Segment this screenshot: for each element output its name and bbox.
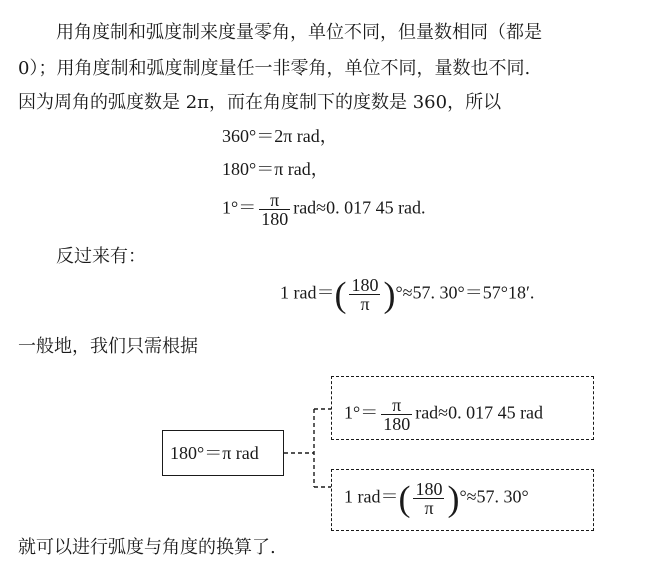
center-formula: 180°＝π rad	[170, 443, 259, 463]
lower-denominator: π	[413, 498, 444, 517]
paragraph-line-1: 用角度制和弧度制来度量零角，单位不同，但量数相同（都是	[56, 22, 542, 43]
upper-numerator: π	[392, 395, 402, 415]
equation-180: 180°＝π rad，	[222, 159, 329, 179]
conv-denominator: π	[349, 294, 380, 313]
paragraph-line-2: 0）；用角度制和弧度制度量任一非零角，单位不同，量数也不同.	[18, 58, 531, 79]
eq3-denominator: 180	[261, 209, 289, 229]
eq3-fraction	[259, 191, 290, 228]
bracket-connector	[284, 405, 334, 495]
closing-statement: 就可以进行弧度与角度的换算了.	[18, 537, 276, 558]
upper-right: rad≈0. 017 45 rad	[415, 402, 544, 423]
conv-left: 1 rad＝	[280, 282, 335, 303]
equation-one-radian: 1 rad＝( $\frac{180}{\pi}$ )°≈57. 30°＝57°18′.	[280, 274, 535, 315]
converse-label: 反过来有：	[56, 246, 146, 267]
eq3-numerator: π	[270, 190, 280, 210]
lower-fraction	[413, 480, 444, 517]
paragraph-line-3: 因为周角的弧度数是 2π，而在角度制下的度数是 360，所以	[18, 92, 502, 113]
lower-box-formula: 1 rad＝( $\frac{180}{\pi}$ )°≈57. 30°	[344, 478, 529, 519]
lower-numerator: 180	[415, 479, 443, 499]
eq3-right: rad≈0. 017 45 rad.	[293, 197, 426, 218]
conv-right: °≈57. 30°＝57°18′.	[395, 282, 535, 303]
upper-box-formula	[344, 396, 543, 433]
upper-fraction	[381, 396, 412, 433]
upper-left: 1°＝	[344, 402, 379, 423]
lower-right: °≈57. 30°	[459, 486, 529, 507]
eq3-left: 1°＝	[222, 197, 257, 218]
general-statement: 一般地，我们只需根据	[18, 336, 198, 357]
conv-numerator: 180	[351, 275, 379, 295]
equation-one-degree	[222, 191, 426, 228]
equation-360: 360°＝2π rad，	[222, 126, 338, 146]
conv-fraction	[349, 276, 380, 313]
lower-left: 1 rad＝	[344, 486, 399, 507]
upper-denominator: 180	[383, 414, 411, 434]
